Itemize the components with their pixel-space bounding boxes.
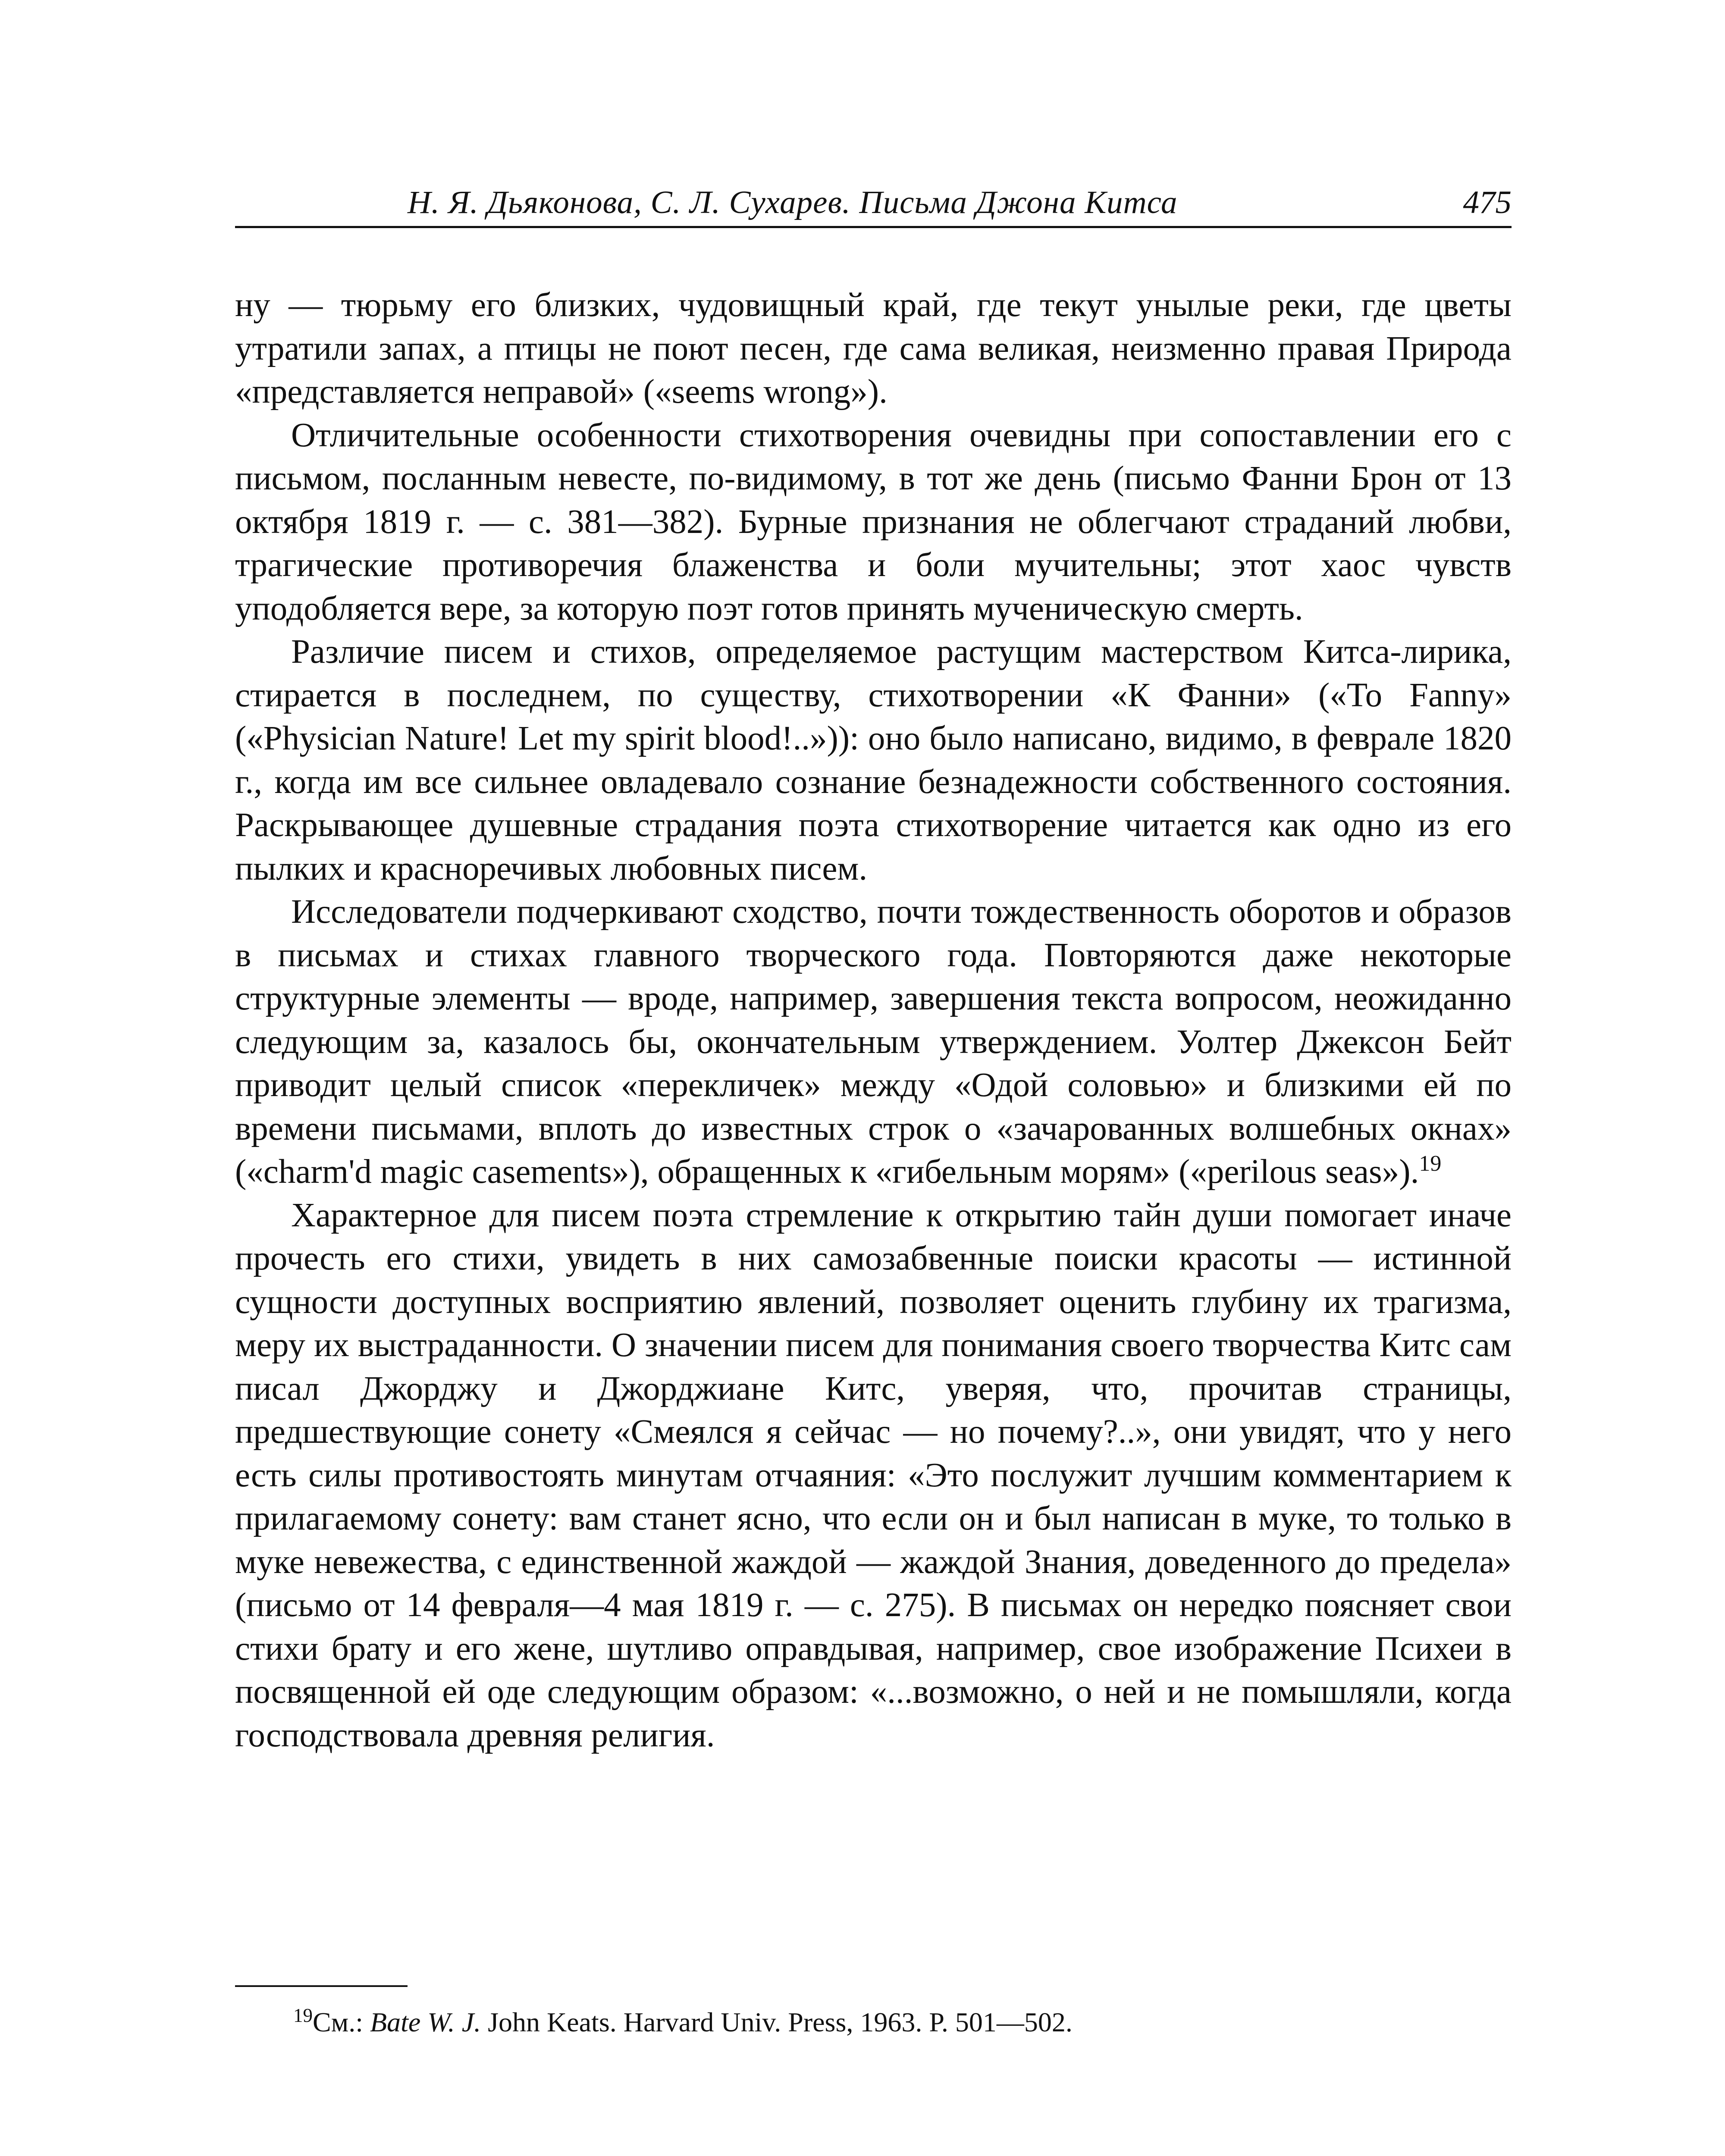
footnote	[293, 2003, 1501, 2042]
paragraph-3: Различие писем и стихов, определяемое растущим мастерством Китса-лирика, стирается в последнем, по существу, стихотворении «К Фанни» («To Fanny» («Physician Nature! Let my spirit blood!..»)): оно было написано, видимо, в феврале 1820 г., когда им все сильнее овладевало сознание безнадежности собственного состояния. Раскрывающее душевные страдания поэта стихотворение читается как одно из его пылких и красноречивых любовных писем.	[235, 633, 1512, 887]
footnote-citation: John Keats. Harvard Univ. Press, 1963. P. 501—502.	[481, 2007, 1073, 2037]
footnote-reference[interactable]: 19	[1419, 1151, 1442, 1176]
page-number: 475	[1463, 185, 1512, 220]
footnote-author: Bate W. J.	[370, 2007, 481, 2037]
footnote-prefix: См.:	[313, 2007, 370, 2037]
body-text	[235, 284, 1512, 1757]
header-rule	[235, 226, 1512, 228]
running-title: Н. Я. Дьяконова, С. Л. Сухарев. Письма Джона Китса	[408, 185, 1178, 220]
footnote-number: 19	[293, 2005, 313, 2026]
footnote-rule	[235, 1985, 408, 1987]
paragraph-4	[235, 890, 1512, 1194]
page-header	[235, 181, 1512, 224]
paragraph-4-text: Исследователи подчеркивают сходство, почти тождественность оборотов и образов в письмах и стихах главного творческого года. Повторяются даже некоторые структурные элементы — вроде, например, завершения текста вопросом, неожиданно следующим за, казалось бы, окончательным утверждением. Уолтер Джексон Бейт приводит целый список «перекличек» между «Одой соловью» и близкими ей по времени письмами, вплоть до известных строк о «зачарованных волшебных окнах» («charm'd magic casements»), обращенных к «гибельным морям» («perilous seas»).	[235, 893, 1512, 1191]
paragraph-2: Отличительные особенности стихотворения очевидны при сопоставлении его с письмом, посланным невесте, по-видимому, в тот же день (письмо Фанни Брон от 13 октября 1819 г. — с. 381—382). Бурные признания не облегчают страданий любви, трагические противоречия блаженства и боли мучительны; этот хаос чувств уподобляется вере, за которую поэт готов принять мученическую смерть.	[235, 416, 1512, 627]
paragraph-1: ну — тюрьму его близких, чудовищный край, где текут унылые реки, где цветы утратили запах, а птицы не поют песен, где сама великая, неизменно правая Природа «представляется неправой» («seems wrong»).	[235, 286, 1512, 411]
paragraph-5: Характерное для писем поэта стремление к открытию тайн души помогает иначе прочесть его стихи, увидеть в них самозабвенные поиски красоты — истинной сущности доступных восприятию явлений, позволяет оценить глубину их трагизма, меру их выстраданности. О значении писем для понимания своего творчества Китс сам писал Джорджу и Джорджиане Китс, уверяя, что, прочитав страницы, предшествующие сонету «Смеялся я сейчас — но почему?..», они увидят, что у него есть силы противостоять минутам отчаяния: «Это послужит лучшим комментарием к прилагаемому сонету: вам станет ясно, что если он и был написан в муке, то только в муке невежества, с единственной жаждой — жаждой Знания, доведенного до предела» (письмо от 14 февраля—4 мая 1819 г. — с. 275). В письмах он нередко поясняет свои стихи брату и его жене, шутливо оправдывая, например, свое изображение Психеи в посвященной ей оде следующим образом: «...возможно, о ней и не помышляли, когда господствовала древняя религия.	[235, 1196, 1512, 1754]
